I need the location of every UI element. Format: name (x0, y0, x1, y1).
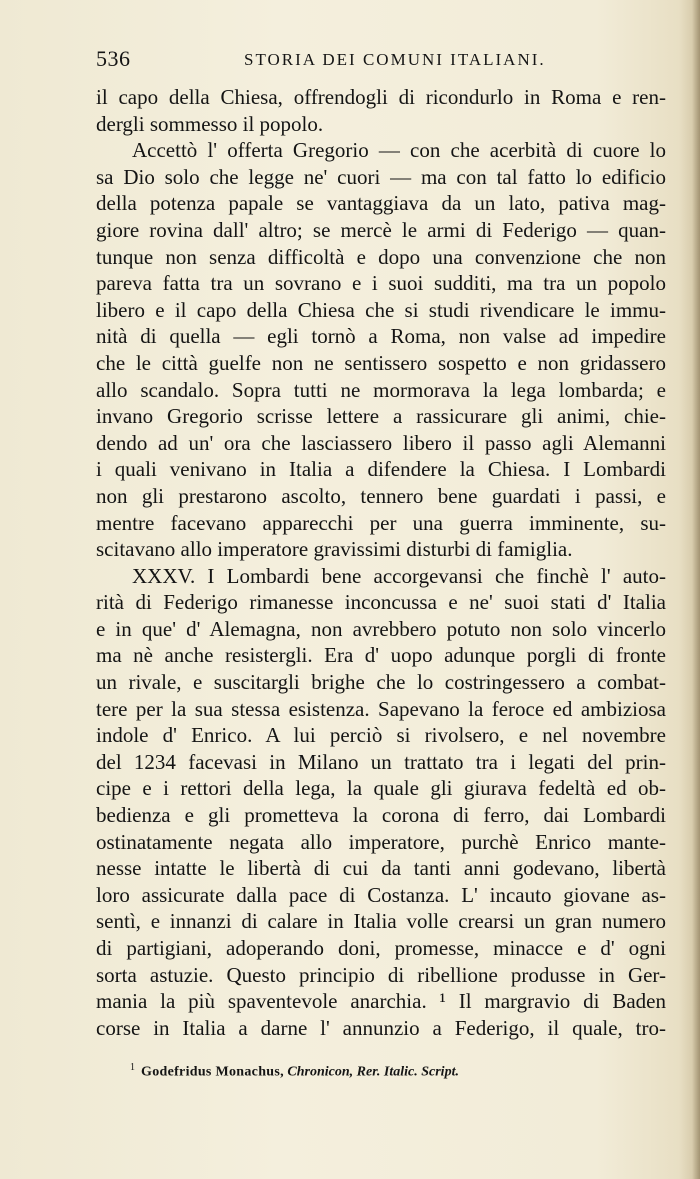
footnote-work: Chronicon, Rer. Italic. Script. (287, 1064, 459, 1080)
text-line: che le città guelfe non ne sentissero sospetto e non gridassero (96, 350, 666, 375)
text-line: di partigiani, adoperando doni, promesse, minacce e d' ogni (96, 936, 666, 960)
text-line: mentre facevano apparecchi per una guerra imminente, su- (96, 510, 666, 535)
text-line: pareva fatta tra un sovrano e i suoi sudditi, ma tra un popolo (96, 271, 666, 296)
text-line: dergli sommesso il popolo. (96, 111, 324, 136)
text-line: il capo della Chiesa, offrendogli di ricondurlo in Roma e ren- (96, 85, 666, 109)
text-line: tere per la sua stessa esistenza. Sapevano la feroce ed ambiziosa (96, 696, 666, 721)
footnote (130, 1062, 650, 1081)
text-line: mania la più spaventevole anarchia. ¹ Il margravio di Baden (96, 989, 666, 1014)
page-number: 536 (96, 46, 131, 71)
text-line: nesse intatte le libertà di cui da tanti anni godevano, libertà (96, 856, 666, 881)
text-line: nità di quella — egli tornò a Roma, non valse ad impedire (96, 324, 666, 349)
text-line: giore rovina dall' altro; se mercè le armi di Federigo — quan- (96, 217, 666, 242)
text-line: e in que' d' Alemagna, non avrebbero potuto non solo vincerlo (96, 616, 666, 641)
text-line: indole d' Enrico. A lui perciò si rivolsero, e nel novembre (96, 723, 666, 748)
page-header (96, 46, 678, 74)
text-line: sorta astuzie. Questo principio di ribellione produsse in Ger- (96, 962, 666, 987)
text-line: non gli prestarono ascolto, tennero bene guardati i passi, e (96, 483, 666, 508)
text-line: un rivale, e suscitargli brighe che lo costringessero a combat- (96, 670, 666, 695)
text-line: ma nè anche resistergli. Era d' uopo adunque porgli di fronte (96, 643, 666, 668)
text-line: del 1234 facevasi in Milano un trattato tra i legati del prin- (96, 749, 666, 774)
text-line: sentì, e innanzi di calare in Italia volle crearsi un gran numero (96, 909, 666, 934)
text-line: scitavano allo imperatore gravissimi disturbi di famiglia. (96, 537, 573, 562)
text-line: allo scandalo. Sopra tutti ne mormorava la lega lombarda; e (96, 377, 666, 402)
text-line: XXXV. I Lombardi bene accorgevansi che finchè l' auto- (132, 563, 666, 588)
text-line: rità di Federigo rimanesse inconcussa e ne' suoi stati d' Italia (96, 590, 666, 615)
text-line: invano Gregorio scrisse lettere a rassicurare gli animi, chie- (96, 404, 666, 429)
body-text (96, 84, 666, 1041)
text-line: cipe e i rettori della lega, la quale gli giurava fedeltà ed ob- (96, 776, 666, 801)
page-edge-shadow (692, 0, 700, 1179)
text-line: loro assicurate dalla pace di Costanza. L' incauto giovane as- (96, 882, 666, 907)
text-line: i quali venivano in Italia a difendere la Chiesa. I Lombardi (96, 457, 666, 482)
text-line: della potenza papale se vantaggiava da un lato, pativa mag- (96, 191, 666, 216)
footnote-mark: 1 (130, 1062, 135, 1073)
text-line: corse in Italia a darne l' annunzio a Federigo, il quale, tro- (96, 1015, 666, 1040)
footnote-author: Godefridus Monachus, (141, 1064, 284, 1080)
text-line: sa Dio solo che legge ne' cuori — ma con tal fatto lo edificio (96, 164, 666, 189)
running-title: STORIA DEI COMUNI ITALIANI. (244, 50, 546, 69)
text-line: bedienza e gli prometteva la corona di ferro, dai Lombardi (96, 803, 666, 828)
text-line: Accettò l' offerta Gregorio — con che acerbità di cuore lo (132, 138, 666, 163)
text-line: libero e il capo della Chiesa che si studi rivendicare le immu- (96, 297, 666, 322)
text-line: dendo ad un' ora che lasciassero libero il passo agli Alemanni (96, 430, 666, 455)
text-line: tunque non senza difficoltà e dopo una convenzione che non (96, 244, 666, 269)
text-line: ostinatamente negata allo imperatore, purchè Enrico mante- (96, 829, 666, 854)
